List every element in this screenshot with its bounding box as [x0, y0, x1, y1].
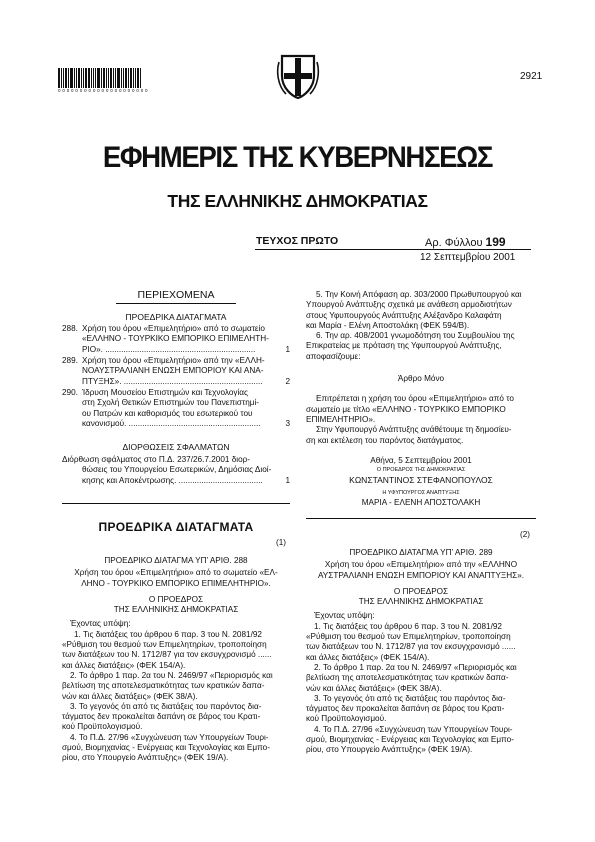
- barcode-bar: [137, 68, 139, 88]
- barcode-bar: [103, 68, 105, 88]
- barcode-bar: [88, 68, 90, 88]
- barcode-bar: [91, 68, 92, 88]
- barcode-bar: [61, 68, 62, 88]
- barcode-bar: [130, 68, 132, 88]
- barcode-bar: [125, 68, 127, 88]
- decree-289: ΠΡΟΕΔΡΙΚΟ ΔΙΑΤΑΓΜΑ ΥΠ’ ΑΡΙΘ. 289 Χρήση του όρου «Επιμελητήριο» από την «ΕΛΛΗΝΟ ΑΥΣΤΡΑΛΙΑΝΗ ΕΝΩΣΗ ΕΜΠΟΡΙΟΥ ΚΑΙ ΑΝΑΠΤΥΞΗΣ». Ο ΠΡΟΕΔΡΟΣ ΤΗΣ ΕΛΛΗΝΙΚΗΣ ΔΗΜΟΚΡΑΤΙΑΣ Έχοντας υπόψη: 1. Τις διατάξεις του άρθρου 6 παρ. 3 του Ν. 2081/92 «Ρύθμιση του θεσμού των Επιμελητηρίων, τροποποίηση των διατάξεων του Ν. 1712/87 για τον εκσυγχρονισμό ...... και άλλες διατάξεις» (ΦΕΚ 154/Α). 2. Το άρθρο 1 παρ. 2α του Ν. 2469/97 «Περιορισμός και βελτίωση της αποτελεσματικότητας των κρατικών δαπα- νών και άλλες διατάξεις» (ΦΕΚ 38/Α). 3. Το γεγονός ότι από τις διατάξεις του παρόντος δια- τάγματος δεν προκαλείται δαπάνη σε βάρος του Κρατι- κού Προϋπολογισμού. 4. Το Π.Δ. 27/96 «Συγχώνευση των Υπουργείων Τουρι- σμού, Βιομηχανίας - Ενέργειας και Τεχνολογίας και Εμπο- ρίου, στο Υπουργείο Ανάπτυξης» (ΦΕΚ 19/Α).: [306, 548, 536, 756]
- barcode-bar: [93, 68, 94, 88]
- decree-288-president: Ο ΠΡΟΕΔΡΟΣ: [148, 594, 204, 604]
- article-heading: Άρθρο Μόνο: [397, 374, 445, 384]
- header-rule: [255, 249, 531, 250]
- decree-288-marker: (1): [276, 538, 287, 547]
- toc-item-289: 289. Χρήση του όρου «Επιμελητήριο» από την «ΕΛΛΗ- ΝΟΑΥΣΤΡΑΛΙΑΝΗ ΕΝΩΣΗ ΕΜΠΟΡΙΟΥ ΚΑΙ ΑΝΑ- ΠΤΥΞΗΣ». ............................................................. 2: [62, 356, 290, 386]
- barcode-bar: [85, 68, 87, 88]
- issue-label: ΤΕΥΧΟΣ ΠΡΩΤΟ: [256, 235, 339, 247]
- barcode-bar: [83, 68, 84, 88]
- barcode-bar: [121, 68, 122, 88]
- table-of-contents: [62, 290, 290, 500]
- decree-289-number: ΠΡΟΕΔΡΙΚΟ ΔΙΑΤΑΓΜΑ ΥΠ’ ΑΡΙΘ. 289: [349, 548, 493, 557]
- barcode-bar: [135, 68, 136, 88]
- barcode-bar: [76, 68, 77, 88]
- barcode-bar: [65, 68, 67, 88]
- toc-section-decrees: ΠΡΟΕΔΡΙΚΑ ΔΙΑΤΑΓΜΑΤΑ: [125, 312, 227, 322]
- decree-288-number: ΠΡΟΕΔΡΙΚΟ ΔΙΑΤΑΓΜΑ ΥΠ’ ΑΡΙΘ. 288: [104, 556, 248, 565]
- barcode-bar: [133, 68, 134, 88]
- decree-288-continuation: 5. Την Κοινή Απόφαση αρ. 303/2000 Πρωθυπουργού και Υπουργού Ανάπτυξης σχετικά με ανάθεση αρμοδιοτήτων στους Υφυπουργούς Ανάπτυξης Αλέξανδρο Καλαφάτη και Μαρία - Ελένη Αποστολάκη (ΦΕΚ 594/Β). 6. Την αρ. 408/2001 γνωμοδότηση του Συμβουλίου της Επικρατείας με πρόταση της Υφυπουργού Ανάπτυξης, αποφασίζουμε: Άρθρο Μόνο Επιτρέπεται η χρήση του όρου «Επιμελητήριο» από το σωματείο με τίτλο «ΕΛΛΗΝΟ - ΤΟΥΡΚΙΚΟ ΕΜΠΟΡΙΚΟ ΕΠΙΜΕΛΗΤΗΡΙΟ». Στην Υφυπουργό Ανάπτυξης ανάθέτουμε τη δημοσίευ- ση και εκτέλεση του παρόντος διατάγματος. Αθήνα, 5 Σεπτεμβρίου 2001 Ο ΠΡΟΕΔΡΟΣ ΤΗΣ ΔΗΜΟΚΡΑΤΙΑΣ ΚΩΝΣΤΑΝΤΙΝΟΣ ΣΤΕΦΑΝΟΠΟΥΛΟΣ Η ΥΦΥΠΟΥΡΓΟΣ ΑΝΑΠΤΥΞΗΣ ΜΑΡΙΑ - ΕΛΕΝΗ ΑΠΟΣΤΟΛΑΚΗ: [306, 290, 536, 509]
- barcode-bar: [97, 68, 100, 88]
- barcode-bar: [115, 68, 116, 88]
- barcode-bar: [108, 68, 109, 88]
- barcode-bar: [113, 68, 114, 88]
- barcode-bar: [78, 68, 80, 88]
- decree-289-top-rule: [306, 518, 536, 519]
- minister-title: Η ΥΦΥΠΟΥΡΓΟΣ ΑΝΑΠΤΥΞΗΣ: [382, 490, 460, 497]
- decrees-section-title: ΠΡΟΕΔΡΙΚΑ ΔΙΑΤΑΓΜΑΤΑ: [98, 520, 254, 534]
- page-number: 2921: [520, 71, 543, 82]
- sheet-number: [425, 235, 506, 249]
- barcode-bar: [106, 68, 107, 88]
- gazette-subtitle: ΤΗΣ ΕΛΛΗΝΙΚΗΣ ΔΗΜΟΚΡΑΤΙΑΣ: [167, 191, 428, 211]
- minister-name: ΜΑΡΙΑ - ΕΛΕΝΗ ΑΠΟΣΤΟΛΑΚΗ: [361, 498, 481, 508]
- barcode-bar: [128, 68, 129, 88]
- coat-of-arms-icon: [276, 54, 320, 100]
- barcode-bar: [70, 68, 73, 88]
- barcode-bar: [140, 68, 141, 88]
- issue-date: 12 Σεπτεμβρίου 2001: [420, 252, 516, 263]
- barcode-bar: [110, 68, 112, 88]
- barcode-bar: [117, 68, 120, 88]
- toc-section-corrections: ΔΙΟΡΘΩΣΕΙΣ ΣΦΑΛΜΑΤΩΝ: [122, 442, 230, 452]
- barcode-number: 0 0 0 0 0 0 0 0 0 0 0 0 0 0 0 0 0 0 0 0 0: [58, 88, 148, 93]
- barcode-bar: [81, 68, 82, 88]
- toc-heading: ΠΕΡΙΕΧΟΜΕΝΑ: [137, 289, 215, 301]
- gazette-title: ΕΦΗΜΕΡΙΣ ΤΗΣ ΚΥΒΕΡΝΗΣΕΩΣ: [102, 141, 493, 174]
- toc-item-290: 290. Ίδρυση Μουσείου Επιστημών και Τεχνολογίας στη Σχολή Θετικών Επιστημών του Πανεπιστημί- ου Πατρών και καθορισμός του εσωτερικού του κανονισμού. .......................................................... 3: [62, 388, 290, 428]
- decree-289-marker: (2): [520, 530, 531, 539]
- signing-place-date: Αθήνα, 5 Σεπτεμβρίου 2001: [370, 455, 472, 465]
- barcode-bar: [101, 68, 102, 88]
- barcode-bar: [63, 68, 64, 88]
- barcode-bar: [74, 68, 75, 88]
- barcode-bar: [95, 68, 96, 88]
- barcode: [58, 62, 144, 88]
- barcode-bar: [68, 68, 69, 88]
- sheet-label: Αρ. Φύλλου: [425, 237, 483, 249]
- decree-289-president: Ο ΠΡΟΕΔΡΟΣ: [393, 586, 449, 596]
- decree-288: ΠΡΟΕΔΡΙΚΟ ΔΙΑΤΑΓΜΑ ΥΠ’ ΑΡΙΘ. 288 Χρήση του όρου «Επιμελητήριο» από το σωματείο «ΕΛ- ΛΗΝΟ - ΤΟΥΡΚΙΚΟ ΕΜΠΟΡΙΚΟ ΕΠΙΜΕΛΗΤΗΡΙΟ». Ο ΠΡΟΕΔΡΟΣ ΤΗΣ ΕΛΛΗΝΙΚΗΣ ΔΗΜΟΚΡΑΤΙΑΣ Έχοντας υπόψη: 1. Τις διατάξεις του άρθρου 6 παρ. 3 του Ν. 2081/92 «Ρύθμιση του θεσμού των Επιμελητηρίων, τροποποίηση των διατάξεων του Ν. 1712/87 για τον εκσυγχρονισμό ...... και άλλες διατάξεις» (ΦΕΚ 154/Α). 2. Το άρθρο 1 παρ. 2α του Ν. 2469/97 «Περιορισμός και βελτίωση της αποτελεσματικότητας των κρατικών δαπα- νών και άλλες διατάξεις» (ΦΕΚ 38/Α). 3. Το γεγονός ότι από τις διατάξεις του παρόντος δια- τάγματος δεν προκαλείται δαπάνη σε βάρος του Κρατι- κού Προϋπολογισμού. 4. Το Π.Δ. 27/96 «Συγχώνευση των Υπουργείων Τουρι- σμού, Βιομηχανίας - Ενέργειας και Τεχνολογίας και Εμπο- ρίου, στο Υπουργείο Ανάπτυξης» (ΦΕΚ 19/Α).: [62, 556, 290, 764]
- barcode-bar: [123, 68, 124, 88]
- toc-heading-rule: [116, 303, 236, 304]
- president-name: ΚΩΝΣΤΑΝΤΙΝΟΣ ΣΤΕΦΑΝΟΠΟΥΛΟΣ: [349, 475, 493, 486]
- toc-item-correction: Διόρθωση σφάλματος στο Π.Δ. 237/26.7.2001 διορ- θώσεις του Υπουργείου Εσωτερικών, Δημόσιας Διοί- κησης και Αποκέντρωσης. ..................................... 1: [62, 455, 290, 485]
- sheet-number-value: 199: [485, 235, 506, 249]
- toc-bottom-rule: [62, 503, 290, 504]
- barcode-bar: [58, 68, 60, 88]
- president-title: Ο ΠΡΟΕΔΡΟΣ ΤΗΣ ΔΗΜΟΚΡΑΤΙΑΣ: [376, 467, 466, 474]
- toc-item-288: 288. Χρήση του όρου «Επιμελητήριο» από το σωματείο «ΕΛΛΗΝΟ - ΤΟΥΡΚΙΚΟ ΕΜΠΟΡΙΚΟ ΕΠΙΜΕΛΗΤΗ- ΡΙΟ». .................................................................. 1: [62, 324, 290, 354]
